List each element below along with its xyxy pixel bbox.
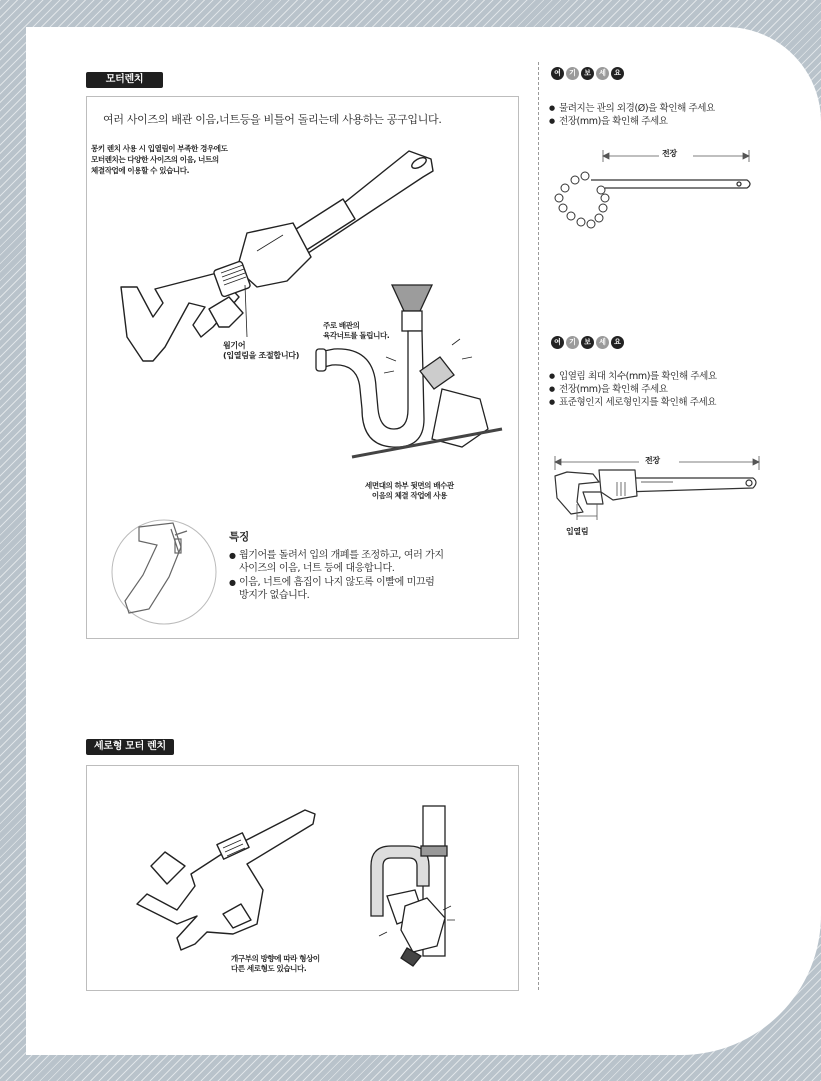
feature-line: ● 웜기어를 돌려서 입의 개폐를 조정하고, 여러 가지 <box>239 550 444 561</box>
chain-length-label: 전장 <box>662 149 677 158</box>
hex-nut-note-line: 육각너트를 돌립니다. <box>323 331 390 340</box>
chain-wrench-illustration <box>551 146 761 236</box>
tip-checklist-1 <box>549 102 715 128</box>
features-list <box>229 549 444 603</box>
wrench-length-label: 전장 <box>645 456 660 465</box>
vertical-pipe-illustration <box>357 806 467 956</box>
check-item: ● 입열림 최대 치수(mm)를 확인해 주세요 <box>549 370 717 383</box>
tip-badge-char: 기 <box>566 67 579 80</box>
check-item: ● 물려지는 관의 외경(Ø)을 확인해 주세요 <box>549 102 715 115</box>
usage-note-line: 체결작업에 이용할 수 있습니다. <box>91 166 190 175</box>
sink-pipe-illustration <box>312 279 502 459</box>
feature-line: 사이즈의 이음, 너트 등에 대응합니다. <box>239 563 395 574</box>
usage-note-line: 몽키 렌치 사용 시 입열림이 부족한 경우에도 <box>91 144 228 153</box>
vertical-wrench-panel <box>86 765 519 991</box>
check-item: ● 표준형인지 세로형인지를 확인해 주세요 <box>549 396 717 409</box>
vertical-caption-line: 다른 세로형도 있습니다. <box>231 964 307 973</box>
tip-badge-char: 요 <box>611 336 624 349</box>
vertical-caption-line: 개구부의 방향에 따라 형상이 <box>231 954 320 963</box>
check-item: ● 전장(mm)을 확인해 주세요 <box>549 383 717 396</box>
section-tag-vertical-wrench: 세로형 모터 렌치 <box>86 739 174 755</box>
tip-badge-char: 세 <box>596 67 609 80</box>
hex-nut-note-line: 주로 배관의 <box>323 321 360 330</box>
section-tag-motor-wrench: 모터렌치 <box>86 72 163 88</box>
tip-checklist-2 <box>549 370 717 409</box>
jaw-opening-label: 입열림 <box>566 527 589 536</box>
motor-wrench-panel <box>86 96 519 639</box>
check-item: ● 전장(mm)을 확인해 주세요 <box>549 115 715 128</box>
tip-badge-char: 세 <box>596 336 609 349</box>
tip-badge-char: 여 <box>551 336 564 349</box>
tip-badge-char: 요 <box>611 67 624 80</box>
features-title: 특징 <box>229 531 250 543</box>
sink-caption <box>365 481 454 501</box>
feature-item <box>229 576 444 602</box>
column-divider <box>538 62 539 990</box>
sink-caption-line: 세면대의 하부 뒷면의 배수관 <box>365 481 454 490</box>
jaw-detail-illustration <box>109 517 219 627</box>
tip-badge-char: 보 <box>581 67 594 80</box>
sink-caption-line: 이음의 체결 작업에 사용 <box>371 491 447 500</box>
wormgear-label-line: (입열림을 조절합니다) <box>223 351 300 360</box>
tip-badge-char: 여 <box>551 67 564 80</box>
intro-text: 여러 사이즈의 배관 이음,너트등을 비틀어 돌리는데 사용하는 공구입니다. <box>103 113 442 126</box>
vertical-wrench-illustration <box>137 804 317 954</box>
wormgear-label <box>223 341 299 361</box>
tip-badge-char: 기 <box>566 336 579 349</box>
feature-item <box>229 549 444 575</box>
feature-line: 방지가 없습니다. <box>239 590 310 601</box>
wormgear-label-line: 웜기어 <box>223 341 246 350</box>
tip-badge-1 <box>551 67 624 80</box>
tip-badge-char: 보 <box>581 336 594 349</box>
tip-badge-2 <box>551 336 624 349</box>
vertical-caption <box>231 954 320 974</box>
feature-line: ● 이음, 너트에 흠집이 나지 않도록 이빨에 미끄럼 <box>239 577 435 588</box>
usage-note-line: 모터렌치는 다양한 사이즈의 이음, 너트의 <box>91 155 219 164</box>
